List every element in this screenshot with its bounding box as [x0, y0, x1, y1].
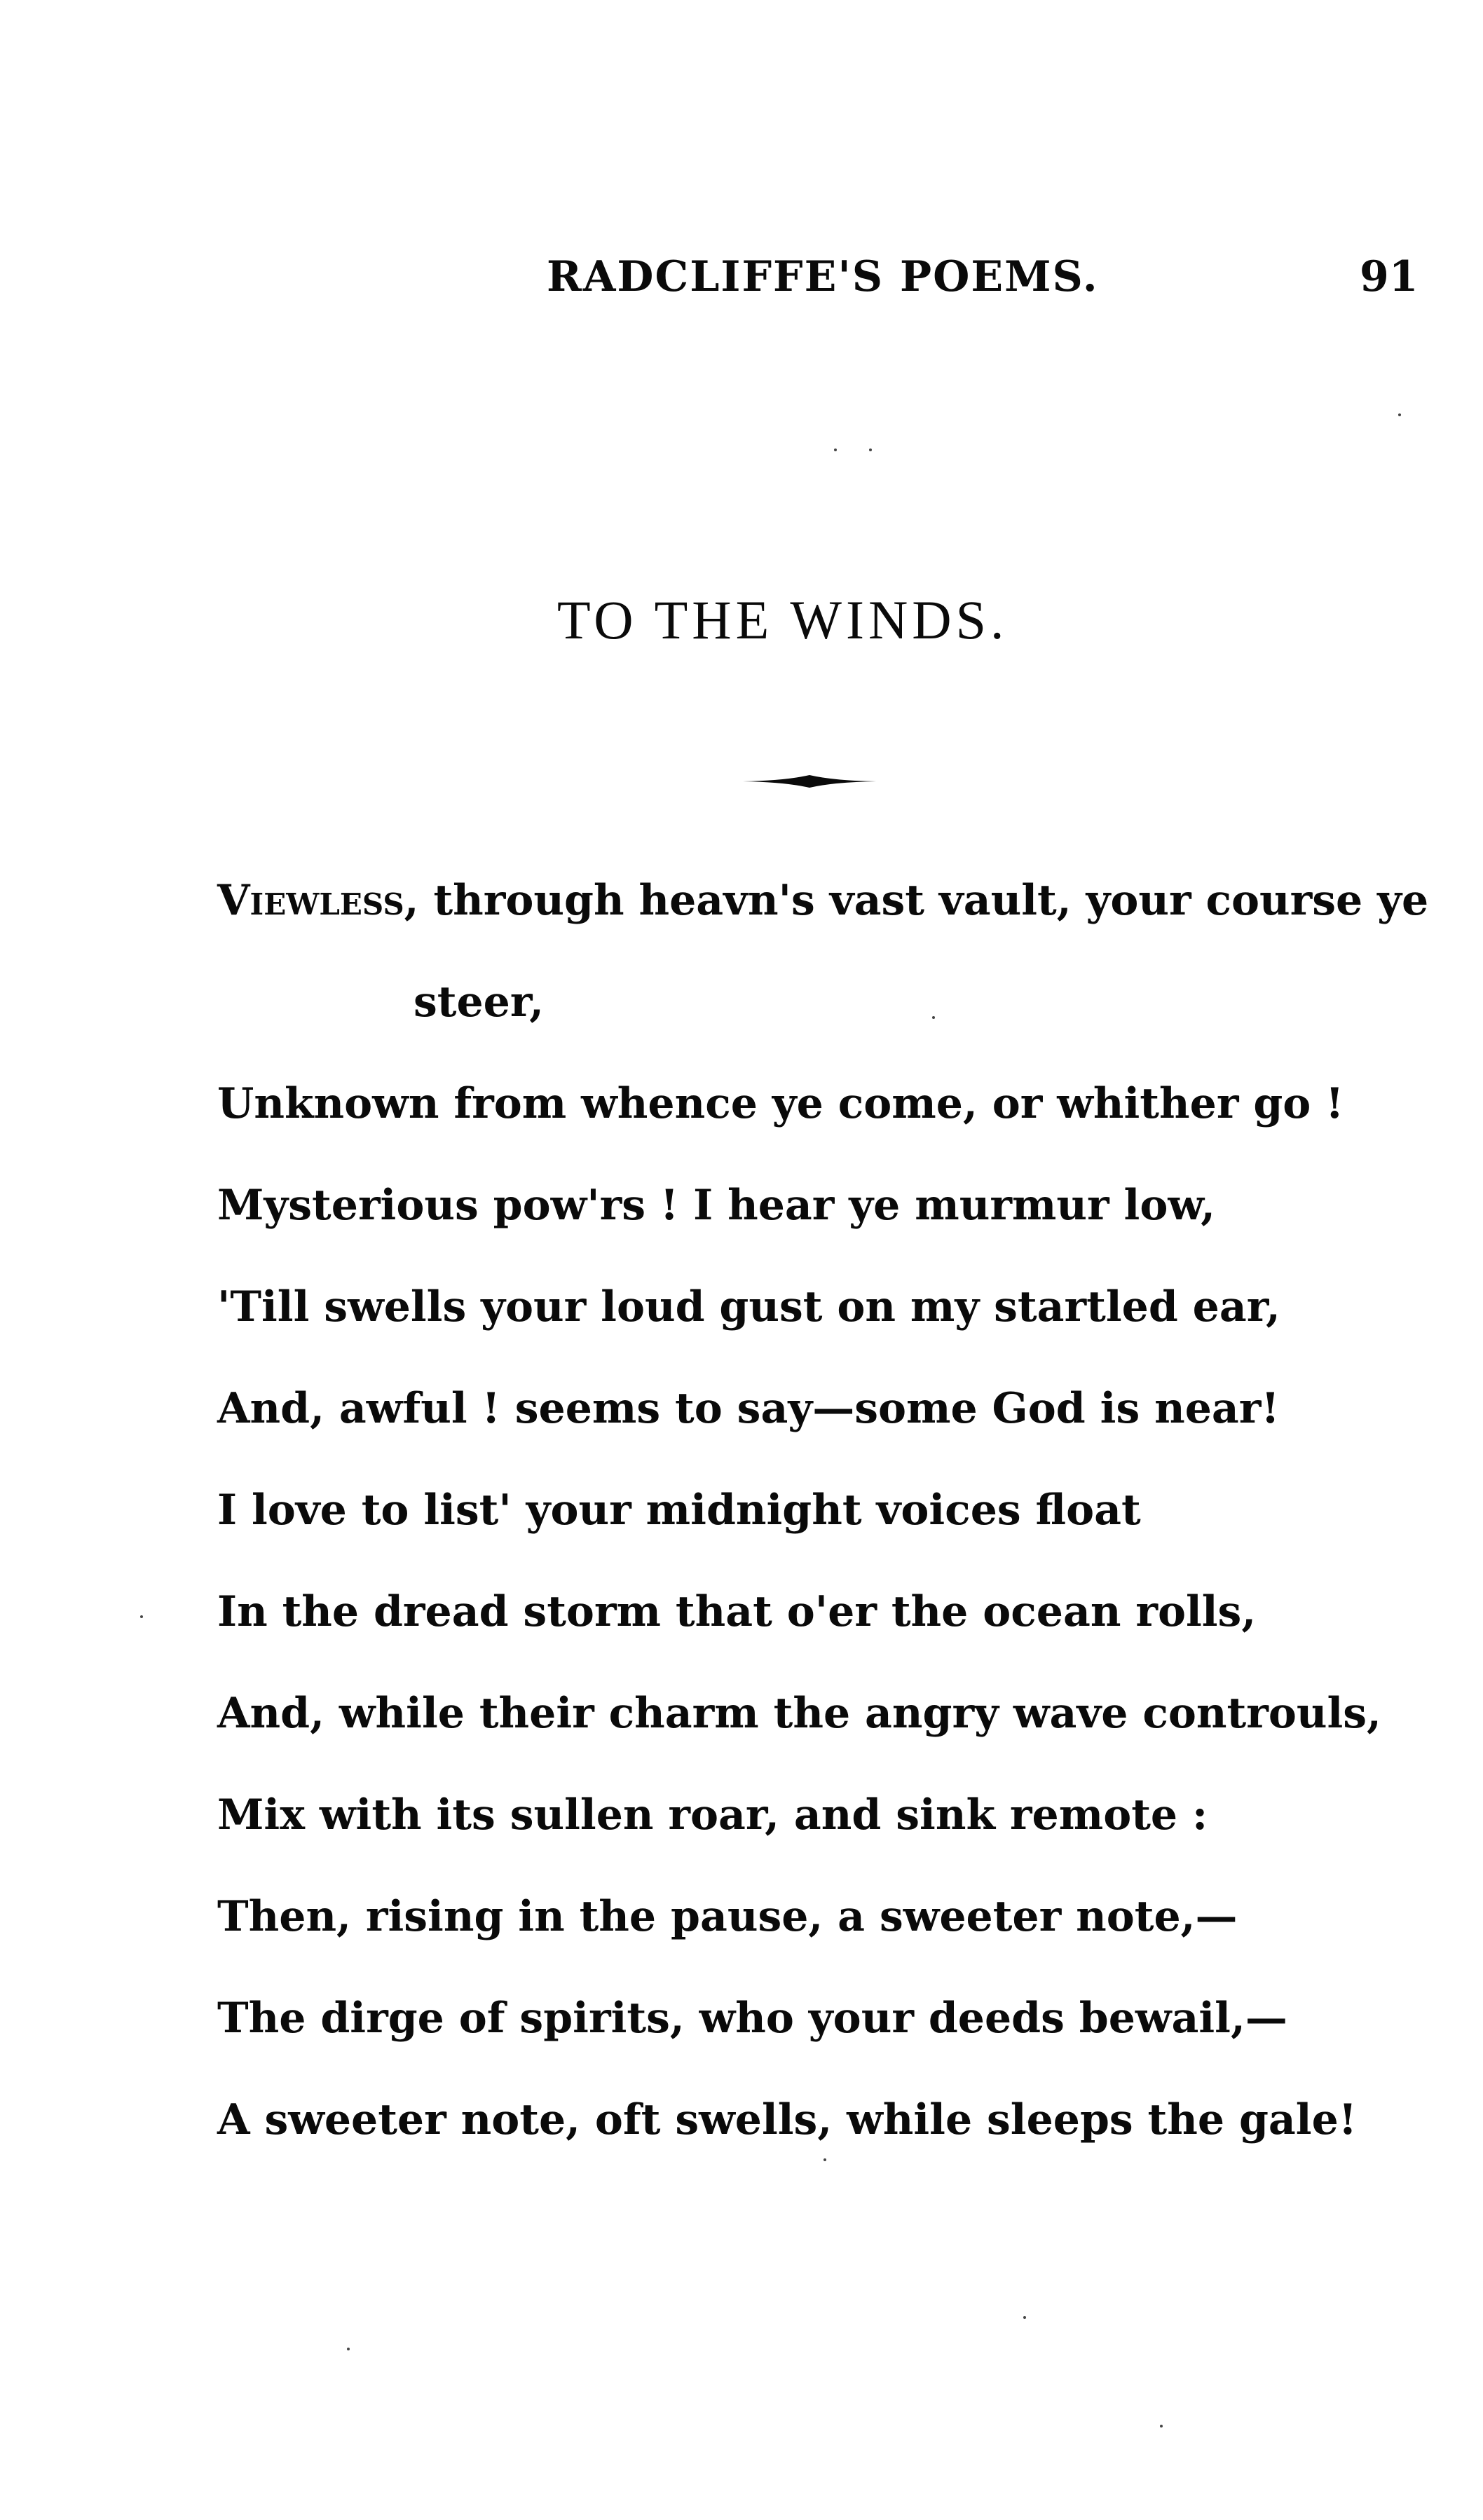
first-word-smallcaps: Viewless	[217, 876, 404, 925]
poem-line-3: Mysterious pow'rs ! I hear ye murmur low,	[217, 1181, 1216, 1230]
poem-line-10: Then, rising in the pause, a sweeter note,—	[217, 1892, 1238, 1941]
poem-line-9: Mix with its sullen roar, and sink remote :	[217, 1790, 1208, 1840]
print-speck	[834, 448, 837, 451]
print-speck	[140, 1615, 143, 1618]
rule-ornament-icon	[743, 771, 876, 792]
print-speck	[1160, 2425, 1163, 2427]
poem-line-8: And, while their charm the angry wave controuls,	[217, 1689, 1381, 1738]
poem-line-1	[217, 876, 1428, 925]
poem-line-5: And, awful ! seems to say—some God is near!	[217, 1384, 1280, 1433]
print-speck	[1023, 2316, 1026, 2319]
page-number: 91	[1360, 252, 1419, 301]
poem-line-2: Unknown from whence ye come, or whither go !	[217, 1079, 1344, 1128]
print-speck	[932, 1016, 935, 1019]
poem-line-6: I love to list' your midnight voices float	[217, 1486, 1141, 1535]
running-header: RADCLIFFE'S POEMS.	[547, 252, 1099, 301]
poem-title: TO THE WINDS.	[557, 589, 1009, 650]
poem-line-1-text: , through heavn's vast vault, your course ye	[404, 876, 1429, 925]
print-speck	[347, 2348, 350, 2350]
poem-line-12: A sweeter note, oft swells, while sleeps the gale!	[217, 2095, 1358, 2144]
poem-line-7: In the dread storm that o'er the ocean rolls,	[217, 1587, 1257, 1636]
print-speck	[1398, 413, 1401, 416]
print-speck	[869, 448, 872, 451]
poem-line-11: The dirge of spirits, who your deeds bewail,—	[217, 1994, 1287, 2043]
print-speck	[823, 2158, 826, 2161]
poem-line-1-continuation: steer,	[414, 978, 544, 1027]
poem-line-4: 'Till swells your loud gust on my startled ear,	[217, 1282, 1280, 1331]
